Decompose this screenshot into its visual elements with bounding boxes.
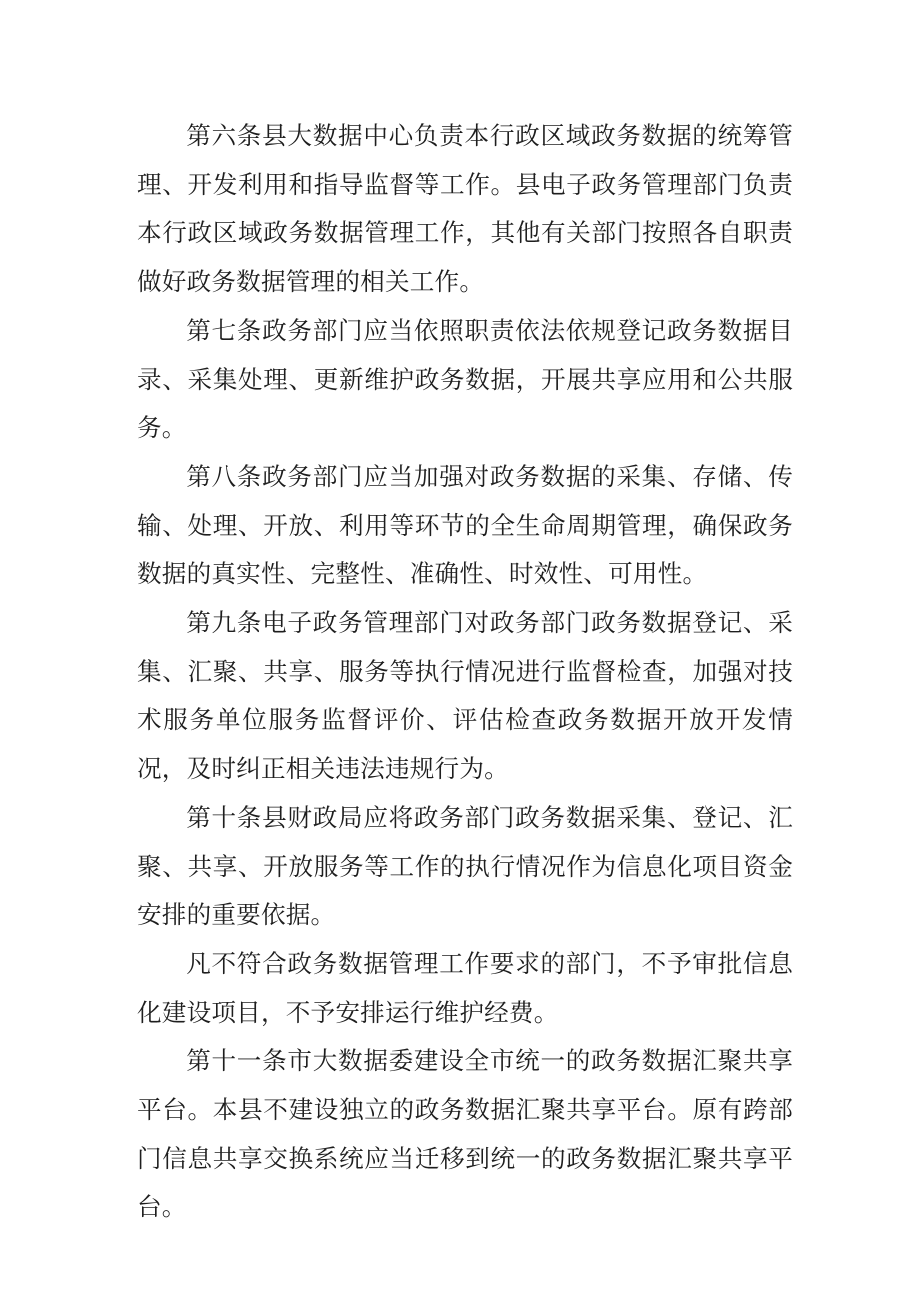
paragraph-article-9: 第九条电子政务管理部门对政务部门政务数据登记、采集、汇聚、共享、服务等执行情况进行监督检查，加强对技术服务单位服务监督评价、评估检查政务数据开放开发情况，及时纠正相关违法违规行为。 bbox=[137, 608, 793, 784]
document-body bbox=[137, 112, 793, 1232]
paragraph-article-6: 第六条县大数据中心负责本行政区域政务数据的统筹管理、开发利用和指导监督等工作。县电子政务管理部门负责本行政区域政务数据管理工作，其他有关部门按照各自职责做好政务数据管理的相关工作。 bbox=[137, 121, 793, 297]
paragraph-article-8: 第八条政务部门应当加强对政务数据的采集、存储、传输、处理、开放、利用等环节的全生命周期管理，确保政务数据的真实性、完整性、准确性、时效性、可用性。 bbox=[137, 461, 793, 589]
paragraph-article-10-supplement: 凡不符合政务数据管理工作要求的部门，不予审批信息化建设项目，不予安排运行维护经费。 bbox=[137, 948, 793, 1027]
paragraph-article-11: 第十一条市大数据委建设全市统一的政务数据汇聚共享平台。本县不建设独立的政务数据汇聚共享平台。原有跨部门信息共享交换系统应当迁移到统一的政务数据汇聚共享平台。 bbox=[137, 1046, 793, 1222]
paragraph-article-10: 第十条县财政局应将政务部门政务数据采集、登记、汇聚、共享、开放服务等工作的执行情况作为信息化项目资金安排的重要依据。 bbox=[137, 802, 793, 930]
paragraph-article-7: 第七条政务部门应当依照职责依法依规登记政务数据目录、采集处理、更新维护政务数据，开展共享应用和公共服务。 bbox=[137, 315, 793, 443]
